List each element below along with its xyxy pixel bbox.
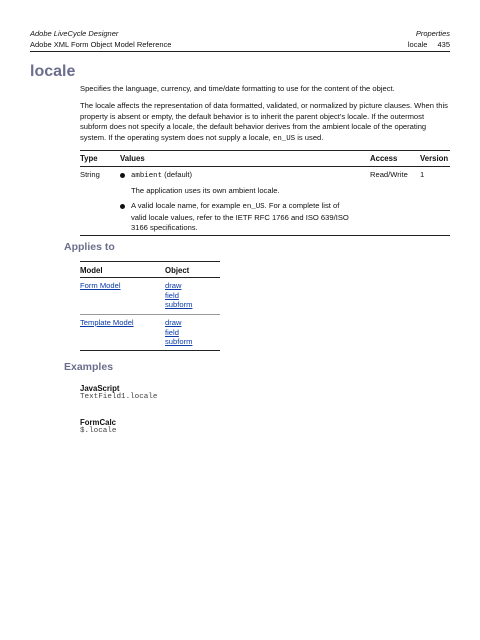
locale-paragraph [80,101,450,144]
object-link-subform[interactable]: subform [165,300,193,310]
example-formcalc [80,418,116,435]
ambient-code: ambient [131,172,163,180]
header-left [30,28,171,50]
example-code: $.locale [80,427,117,435]
values-cell [120,170,365,234]
default-locale-code: en_US [272,134,296,143]
header-rule [30,51,450,52]
values-table-header [80,154,450,166]
col-version-header: Version [420,154,449,163]
applies-to-heading: Applies to [64,241,115,253]
page-title: locale [30,63,76,80]
header-product: Adobe LiveCycle Designer [30,29,119,38]
col-access-header: Access [370,154,398,163]
object-link-field[interactable]: field [165,327,179,337]
locale-paragraph-end: is used. [295,132,324,142]
applies-table-bottom-rule [80,350,220,351]
object-link-subform[interactable]: subform [165,337,193,347]
applies-table-top-rule [80,261,220,262]
applies-row-divider [80,314,220,315]
value-item-ambient [120,170,365,182]
template-model-objects [165,318,192,347]
values-table-header-rule [80,166,450,167]
col-model-header: Model [80,266,103,275]
locale-paragraph-text: The locale affects the representation of data formatted, validated, or normalized by picture clauses. When this property is absent or empty, the default behavior is to inherit the parent object's locale. If the outermost subform does not specify a locale, the default behavior derives from the ambient locale of the operating system. If the operating system does not supply a locale, [80,101,448,142]
locale-example-code: en_US [242,203,265,212]
example-label: FormCalc [80,418,116,427]
values-table [80,154,450,166]
access-cell: Read/Write [370,170,408,179]
bullet-icon [120,204,125,209]
intro-paragraph: Specifies the language, currency, and time/date formatting to use for the content of the object. [80,84,395,93]
header-right [408,28,450,50]
type-cell: String [80,170,100,179]
values-table-bottom-rule [80,235,450,236]
object-link-draw[interactable]: draw [165,281,182,290]
form-model-link[interactable]: Form Model [80,281,121,290]
ambient-default-text: (default) [162,170,193,179]
examples-heading: Examples [64,361,114,373]
header-doc-title: Adobe XML Form Object Model Reference [30,40,172,49]
locale-name-pre: A valid locale name, for example [131,201,243,211]
example-javascript [80,384,157,401]
locale-name-post: . For a complete list of valid locale values, refer to the IETF RFC 1766 and ISO 639/ISO 3166 specifications. [131,201,349,233]
header-property: locale [407,40,428,49]
version-cell: 1 [420,170,425,179]
object-link-field[interactable]: field [165,290,179,300]
header-section: Properties [415,29,450,38]
ambient-description: The application uses its own ambient locale. [131,185,280,195]
locale-name-text [131,201,353,234]
col-object-header: Object [165,266,190,275]
example-label: JavaScript [80,384,120,393]
form-model-objects [165,281,192,310]
values-table-top-rule [80,150,450,151]
header-locator [408,39,450,50]
example-code: TextField1.locale [80,393,158,401]
col-type-header: Type [80,154,98,163]
object-link-draw[interactable]: draw [165,318,182,327]
bullet-icon [120,173,125,178]
value-item-locale-name [120,201,365,234]
col-values-header: Values [120,154,145,163]
template-model-link[interactable]: Template Model [80,318,134,327]
page-number: 435 [437,40,450,49]
applies-table-header-rule [80,277,220,278]
